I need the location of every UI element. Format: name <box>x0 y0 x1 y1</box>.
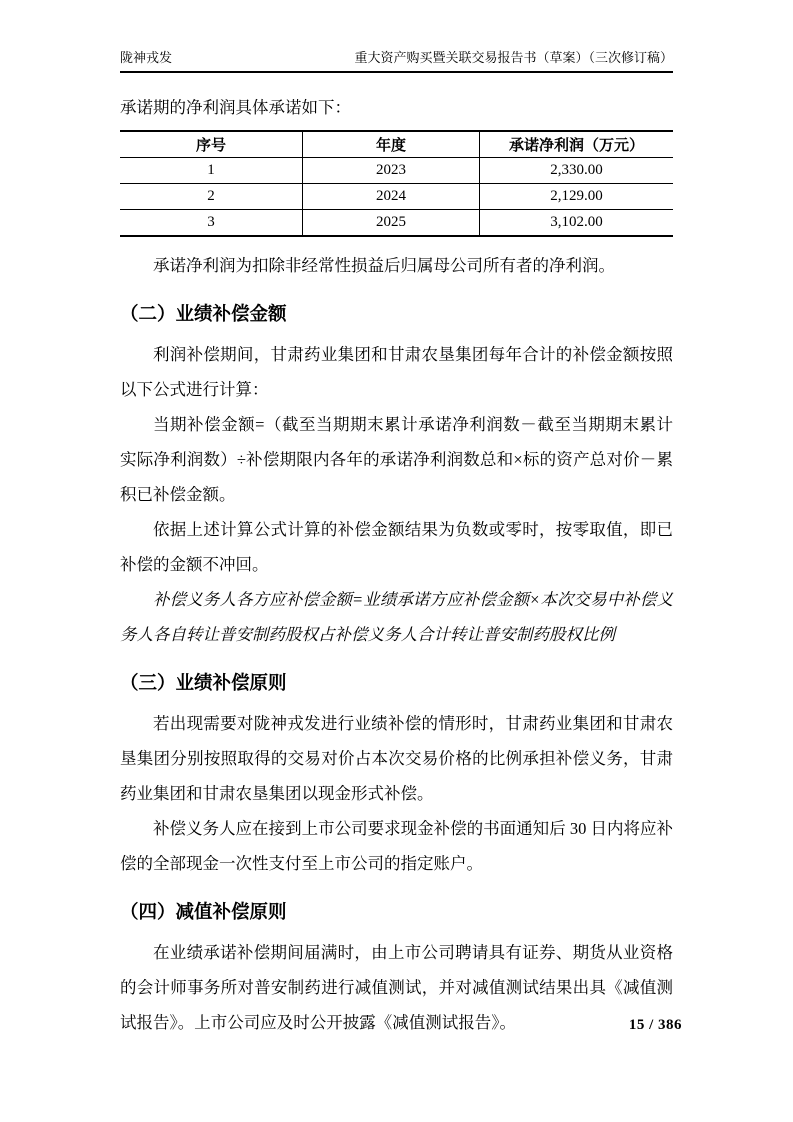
header-company-name: 陇神戎发 <box>120 50 173 65</box>
section-heading-3: （三）业绩补偿原则 <box>120 672 287 693</box>
promised-net-profit-table <box>120 130 673 237</box>
section3-paragraph-2: 补偿义务人应在接到上市公司要求现金补偿的书面通知后 30 日内将应补偿的全部现金一次性支付至上市公司的指定账户。 <box>120 819 673 873</box>
table-row <box>120 210 673 237</box>
column-header-profit: 承诺净利润（万元） <box>479 131 673 158</box>
table-row <box>120 184 673 210</box>
section2-paragraph-1: 利润补偿期间，甘肃药业集团和甘肃农垦集团每年合计的补偿金额按照以下公式进行计算： <box>120 345 673 399</box>
cell-profit: 2,129.00 <box>479 184 673 210</box>
table-row <box>120 158 673 184</box>
cell-year: 2024 <box>302 184 479 210</box>
page-number: 15 / 386 <box>628 1017 682 1033</box>
cell-year: 2023 <box>302 158 479 184</box>
section-heading-2: （二）业绩补偿金额 <box>120 303 287 324</box>
table-header-row <box>120 131 673 158</box>
cell-seq: 2 <box>120 184 302 210</box>
section-heading-4: （四）减值补偿原则 <box>120 901 287 922</box>
cell-seq: 1 <box>120 158 302 184</box>
header-report-title: 重大资产购买暨关联交易报告书（草案）（三次修订稿） <box>354 50 673 65</box>
section4-paragraph-1: 在业绩承诺补偿期间届满时，由上市公司聘请具有证券、期货从业资格的会计师事务所对普安制药进行减值测试，并对减值测试结果出具《减值测试报告》。上市公司应及时公开披露《减值测试报告》。 <box>120 943 673 1032</box>
intro-paragraph: 承诺期的净利润具体承诺如下： <box>120 98 351 117</box>
column-header-seq: 序号 <box>120 131 302 158</box>
section2-paragraph-3: 依据上述计算公式计算的补偿金额结果为负数或零时，按零取值，即已补偿的金额不冲回。 <box>120 520 673 574</box>
section2-formula-paragraph: 当期补偿金额=（截至当期期末累计承诺净利润数－截至当期期末累计实际净利润数）÷补偿期限内各年的承诺净利润数总和×标的资产总对价－累积已补偿金额。 <box>120 415 673 504</box>
note-paragraph: 承诺净利润为扣除非经常性损益后归属母公司所有者的净利润。 <box>153 256 615 275</box>
cell-profit: 2,330.00 <box>479 158 673 184</box>
running-header <box>120 50 673 73</box>
cell-seq: 3 <box>120 210 302 237</box>
section2-obligor-formula-paragraph: 补偿义务人各方应补偿金额=业绩承诺方应补偿金额×本次交易中补偿义务人各自转让普安制药股权占补偿义务人合计转让普安制药股权比例 <box>120 590 673 644</box>
column-header-year: 年度 <box>302 131 479 158</box>
section3-paragraph-1: 若出现需要对陇神戎发进行业绩补偿的情形时，甘肃药业集团和甘肃农垦集团分别按照取得的交易对价占本次交易价格的比例承担补偿义务，甘肃药业集团和甘肃农垦集团以现金形式补偿。 <box>120 714 673 803</box>
cell-profit: 3,102.00 <box>479 210 673 237</box>
cell-year: 2025 <box>302 210 479 237</box>
